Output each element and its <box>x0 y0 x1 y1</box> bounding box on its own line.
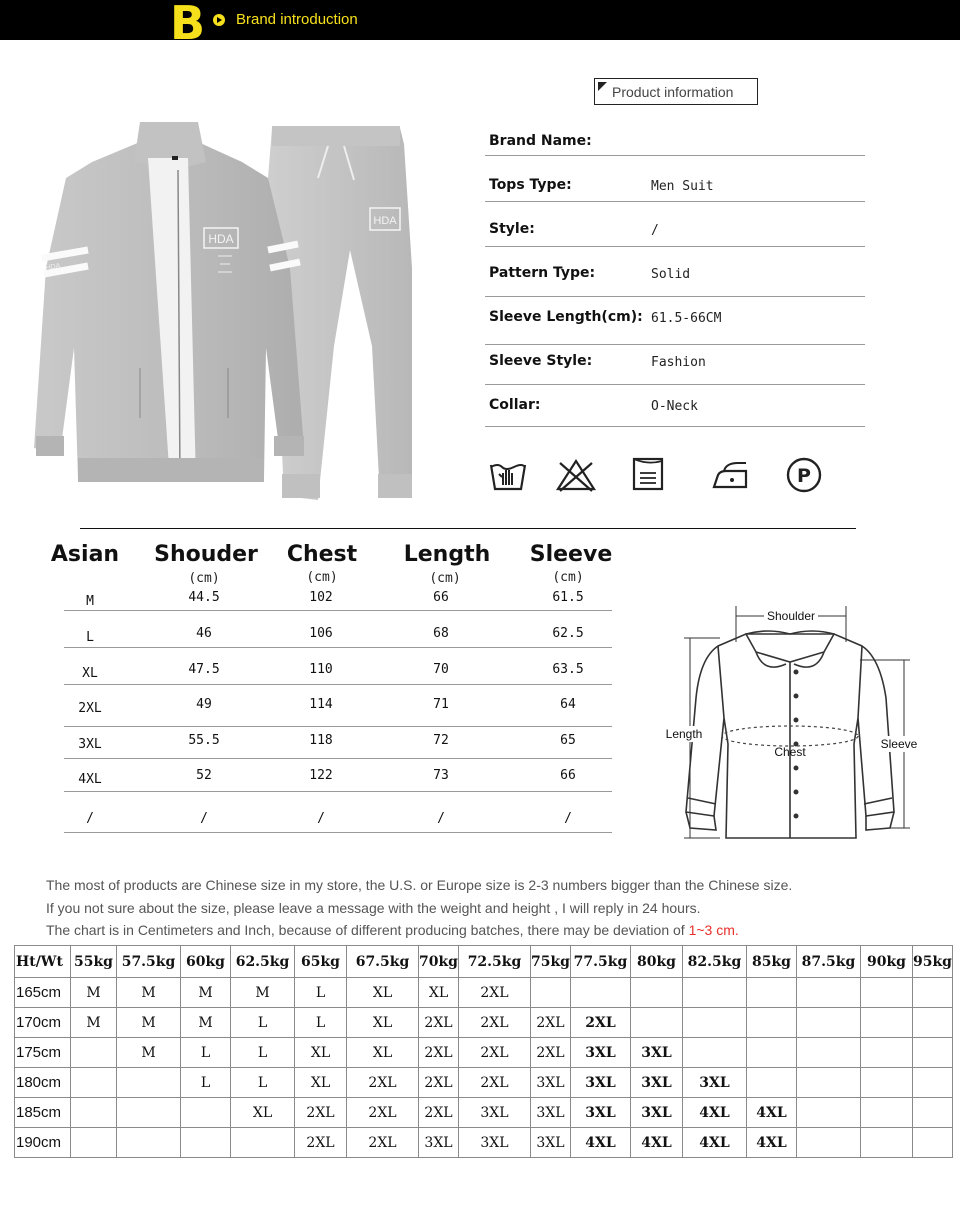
spec-value: Men Suit <box>651 179 714 194</box>
size-recommendation-cell <box>530 978 570 1008</box>
spec-value: O-Neck <box>651 399 698 414</box>
size-row-divider <box>64 758 612 759</box>
weight-header-cell: 62.5kg <box>231 946 295 978</box>
size-recommendation-cell: L <box>181 1038 231 1068</box>
size-header-shoulder: Shouder <box>154 542 258 567</box>
size-recommendation-cell <box>71 1038 117 1068</box>
size-recommendation-cell <box>570 978 630 1008</box>
size-recommendation-cell: 2XL <box>347 1098 419 1128</box>
size-cell: 70 <box>433 662 449 677</box>
size-cell: / <box>200 811 208 826</box>
size-cell: 114 <box>309 697 333 712</box>
size-cell: 66 <box>560 768 576 783</box>
size-recommendation-cell <box>796 1008 860 1038</box>
size-recommendation-cell: 2XL <box>458 1038 530 1068</box>
size-recommendation-cell: 3XL <box>630 1068 682 1098</box>
height-row <box>15 1038 953 1068</box>
hand-wash-icon <box>488 455 528 495</box>
height-label: 175cm <box>15 1038 71 1068</box>
spec-key: Tops Type: <box>489 177 572 193</box>
size-header-asian: Asian <box>50 542 120 567</box>
weight-header-cell: 95kg <box>912 946 952 978</box>
size-cell: 47.5 <box>188 662 220 677</box>
height-label: 165cm <box>15 978 71 1008</box>
weight-header-cell: 75kg <box>530 946 570 978</box>
size-row-divider <box>64 684 612 685</box>
size-row-divider <box>64 647 612 648</box>
size-recommendation-cell: 2XL <box>419 1008 459 1038</box>
size-recommendation-cell: M <box>181 1008 231 1038</box>
size-recommendation-cell <box>746 1038 796 1068</box>
size-recommendation-cell <box>682 978 746 1008</box>
size-recommendation-cell: 4XL <box>630 1128 682 1158</box>
size-cell: 110 <box>309 662 333 677</box>
spec-value: 61.5-66CM <box>651 311 722 326</box>
size-recommendation-cell <box>796 978 860 1008</box>
dry-clean-p-icon <box>784 455 824 495</box>
size-cell: 65 <box>560 733 576 748</box>
size-recommendation-cell: 3XL <box>419 1128 459 1158</box>
diagram-label-sleeve: Sleeve <box>880 737 918 751</box>
size-recommendation-cell: 3XL <box>458 1098 530 1128</box>
corner-triangle-icon <box>598 82 607 91</box>
size-recommendation-cell: 2XL <box>419 1098 459 1128</box>
size-recommendation-cell: XL <box>419 978 459 1008</box>
size-cell: / <box>564 811 572 826</box>
spec-key: Pattern Type: <box>489 265 596 281</box>
iron-low-icon <box>710 455 750 495</box>
size-recommendation-cell <box>860 1008 912 1038</box>
spec-row-sleeve-length <box>485 297 865 345</box>
size-cell: 44.5 <box>188 590 220 605</box>
size-cell: 49 <box>196 697 212 712</box>
jacket <box>34 122 304 482</box>
size-recommendation-cell <box>860 1128 912 1158</box>
size-recommendation-cell <box>630 1008 682 1038</box>
corner-label: Ht/Wt <box>15 946 71 978</box>
section-title: Brand introduction <box>236 11 358 28</box>
size-recommendation-cell: 4XL <box>682 1098 746 1128</box>
product-info-title: Product information <box>612 84 734 100</box>
size-cell: XL <box>82 666 98 681</box>
size-recommendation-cell: 2XL <box>458 978 530 1008</box>
size-recommendation-cell <box>181 1098 231 1128</box>
size-recommendation-cell: XL <box>295 1068 347 1098</box>
size-recommendation-cell: XL <box>347 1008 419 1038</box>
size-unit-chest: (cm) <box>306 570 338 585</box>
size-recommendation-cell: 3XL <box>570 1098 630 1128</box>
height-row <box>15 1128 953 1158</box>
do-not-bleach-icon <box>556 455 596 495</box>
product-image <box>28 118 448 508</box>
svg-text:P: P <box>797 465 811 487</box>
note-line-3 <box>46 922 739 938</box>
height-row <box>15 978 953 1008</box>
size-recommendation-cell: M <box>71 1008 117 1038</box>
spec-key: Sleeve Length(cm): <box>489 309 643 325</box>
height-row <box>15 1098 953 1128</box>
size-recommendation-cell <box>746 1008 796 1038</box>
size-recommendation-cell: 2XL <box>295 1128 347 1158</box>
size-recommendation-cell: 2XL <box>295 1098 347 1128</box>
size-recommendation-cell: 4XL <box>746 1098 796 1128</box>
play-dot-icon <box>213 14 225 26</box>
product-info-heading <box>594 78 758 105</box>
size-recommendation-cell: 2XL <box>530 1008 570 1038</box>
size-recommendation-cell: L <box>181 1068 231 1098</box>
size-recommendation-cell: 2XL <box>458 1008 530 1038</box>
size-cell: 68 <box>433 626 449 641</box>
spec-row-sleeve-style <box>485 345 865 385</box>
size-recommendation-cell: L <box>295 1008 347 1038</box>
size-recommendation-cell <box>860 978 912 1008</box>
size-recommendation-cell: M <box>71 978 117 1008</box>
size-recommendation-cell <box>71 1068 117 1098</box>
size-recommendation-cell: 4XL <box>746 1128 796 1158</box>
weight-header-cell: 60kg <box>181 946 231 978</box>
size-recommendation-cell: 2XL <box>419 1038 459 1068</box>
tumble-dry-icon <box>628 455 668 495</box>
size-row-divider <box>64 791 612 792</box>
weight-header-cell: 72.5kg <box>458 946 530 978</box>
size-recommendation-cell: 2XL <box>419 1068 459 1098</box>
size-cell: 102 <box>309 590 333 605</box>
size-recommendation-cell <box>231 1128 295 1158</box>
weight-header-cell: 82.5kg <box>682 946 746 978</box>
section-divider <box>80 528 856 529</box>
size-recommendation-cell: 3XL <box>630 1098 682 1128</box>
size-recommendation-cell: XL <box>295 1038 347 1068</box>
size-cell: M <box>86 594 94 609</box>
size-recommendation-cell <box>71 1098 117 1128</box>
size-unit-shoulder: (cm) <box>188 571 220 586</box>
size-cell: 118 <box>309 733 333 748</box>
size-cell: 55.5 <box>188 733 220 748</box>
size-recommendation-cell: 3XL <box>570 1068 630 1098</box>
note-line-1: The most of products are Chinese size in my store, the U.S. or Europe size is 2-3 numbers bigger than the Chinese size. <box>46 877 793 893</box>
spec-value: / <box>651 223 659 238</box>
size-recommendation-cell <box>796 1128 860 1158</box>
size-recommendation-cell: L <box>231 1038 295 1068</box>
size-recommendation-cell <box>682 1008 746 1038</box>
spec-row-tops-type <box>485 156 865 202</box>
size-recommendation-cell: M <box>117 1008 181 1038</box>
jacket-logo: HDA <box>208 232 234 246</box>
weight-header-cell: 55kg <box>71 946 117 978</box>
note-line-3-text: The chart is in Centimeters and Inch, because of different producing batches, there may be deviation of <box>46 922 685 938</box>
size-recommendation-cell <box>912 1068 952 1098</box>
spec-value: Fashion <box>651 355 706 370</box>
height-label: 185cm <box>15 1098 71 1128</box>
size-cell: / <box>437 811 445 826</box>
size-recommendation-cell: M <box>231 978 295 1008</box>
size-unit-length: (cm) <box>429 571 461 586</box>
size-recommendation-cell: M <box>117 978 181 1008</box>
weight-header-cell: 85kg <box>746 946 796 978</box>
size-recommendation-cell: M <box>117 1038 181 1068</box>
size-recommendation-cell: 3XL <box>530 1128 570 1158</box>
size-recommendation-cell: 3XL <box>530 1098 570 1128</box>
size-recommendation-cell <box>912 978 952 1008</box>
size-cell: 64 <box>560 697 576 712</box>
size-cell: / <box>317 811 325 826</box>
size-cell: L <box>86 630 94 645</box>
size-recommendation-cell: 3XL <box>458 1128 530 1158</box>
weight-header-cell: 87.5kg <box>796 946 860 978</box>
size-recommendation-cell: 3XL <box>682 1068 746 1098</box>
sleeve-text: HDA <box>45 262 61 272</box>
size-cell: 122 <box>309 768 333 783</box>
size-cell: / <box>86 811 94 826</box>
spec-key: Collar: <box>489 397 541 413</box>
weight-header-cell: 70kg <box>419 946 459 978</box>
size-cell: 2XL <box>78 701 102 716</box>
weight-header-row <box>15 946 953 978</box>
size-unit-sleeve: (cm) <box>552 570 584 585</box>
size-recommendation-cell <box>746 1068 796 1098</box>
size-cell: 106 <box>309 626 333 641</box>
size-recommendation-cell <box>860 1068 912 1098</box>
size-row-divider <box>64 832 612 833</box>
size-recommendation-cell <box>71 1128 117 1158</box>
size-recommendation-cell: XL <box>347 978 419 1008</box>
size-header-sleeve: Sleeve <box>529 542 613 567</box>
size-cell: 72 <box>433 733 449 748</box>
size-recommendation-cell <box>912 1008 952 1038</box>
weight-header-cell: 80kg <box>630 946 682 978</box>
diagram-label-length: Length <box>665 727 703 741</box>
size-recommendation-cell <box>912 1098 952 1128</box>
spec-row-brand-name <box>485 126 865 156</box>
size-recommendation-cell: M <box>181 978 231 1008</box>
size-recommendation-cell <box>860 1038 912 1068</box>
size-recommendation-cell: 2XL <box>347 1068 419 1098</box>
size-recommendation-cell: 4XL <box>570 1128 630 1158</box>
size-header-length: Length <box>403 542 491 567</box>
size-cell: 4XL <box>78 772 102 787</box>
spec-row-collar <box>485 385 865 427</box>
size-recommendation-cell: 3XL <box>570 1038 630 1068</box>
size-recommendation-cell: 2XL <box>347 1128 419 1158</box>
size-row-divider <box>64 610 612 611</box>
size-recommendation-cell <box>682 1038 746 1068</box>
size-recommendation-cell <box>796 1068 860 1098</box>
size-cell: 61.5 <box>552 590 584 605</box>
size-recommendation-cell: L <box>231 1008 295 1038</box>
size-recommendation-cell: 3XL <box>530 1068 570 1098</box>
size-cell: 71 <box>433 697 449 712</box>
size-recommendation-cell: 2XL <box>570 1008 630 1038</box>
size-cell: 3XL <box>78 737 102 752</box>
height-row <box>15 1068 953 1098</box>
size-cell: 62.5 <box>552 626 584 641</box>
size-cell: 46 <box>196 626 212 641</box>
weight-header-cell: 77.5kg <box>570 946 630 978</box>
spec-key: Sleeve Style: <box>489 353 593 369</box>
weight-header-cell: 65kg <box>295 946 347 978</box>
diagram-label-shoulder: Shoulder <box>766 609 816 623</box>
height-weight-chart <box>14 945 953 1158</box>
size-recommendation-cell <box>796 1098 860 1128</box>
height-label: 180cm <box>15 1068 71 1098</box>
pants-logo: HDA <box>373 215 397 227</box>
size-recommendation-cell <box>117 1098 181 1128</box>
size-recommendation-cell <box>117 1128 181 1158</box>
spec-row-pattern-type <box>485 247 865 297</box>
size-recommendation-cell <box>860 1098 912 1128</box>
deviation-highlight: 1~3 cm. <box>688 922 739 938</box>
height-row <box>15 1008 953 1038</box>
weight-header-cell: 90kg <box>860 946 912 978</box>
size-recommendation-cell <box>746 978 796 1008</box>
spec-key: Brand Name: <box>489 133 592 149</box>
brand-header-bar <box>0 0 960 50</box>
note-line-2: If you not sure about the size, please leave a message with the weight and height , I will reply in 24 hours. <box>46 900 701 916</box>
height-label: 170cm <box>15 1008 71 1038</box>
size-cell: 52 <box>196 768 212 783</box>
size-recommendation-cell <box>912 1038 952 1068</box>
height-label: 190cm <box>15 1128 71 1158</box>
size-cell: 66 <box>433 590 449 605</box>
size-row-divider <box>64 726 612 727</box>
size-recommendation-cell <box>181 1128 231 1158</box>
size-cell: 73 <box>433 768 449 783</box>
section-letter: B <box>170 0 206 50</box>
weight-header-cell: 67.5kg <box>347 946 419 978</box>
size-recommendation-cell: 3XL <box>630 1038 682 1068</box>
size-cell: 63.5 <box>552 662 584 677</box>
measurement-diagram <box>660 598 920 848</box>
size-recommendation-cell: XL <box>231 1098 295 1128</box>
size-recommendation-cell: 4XL <box>682 1128 746 1158</box>
size-recommendation-cell: XL <box>347 1038 419 1068</box>
spec-row-style <box>485 202 865 247</box>
size-recommendation-cell: L <box>231 1068 295 1098</box>
weight-header-cell: 57.5kg <box>117 946 181 978</box>
size-recommendation-cell: 2XL <box>458 1068 530 1098</box>
size-recommendation-cell <box>117 1068 181 1098</box>
diagram-label-chest: Chest <box>774 745 806 759</box>
size-recommendation-cell: L <box>295 978 347 1008</box>
spec-key: Style: <box>489 221 535 237</box>
size-recommendation-cell <box>630 978 682 1008</box>
size-recommendation-cell: 2XL <box>530 1038 570 1068</box>
size-header-chest: Chest <box>286 542 358 567</box>
size-recommendation-cell <box>912 1128 952 1158</box>
spec-value: Solid <box>651 267 691 282</box>
size-recommendation-cell <box>796 1038 860 1068</box>
